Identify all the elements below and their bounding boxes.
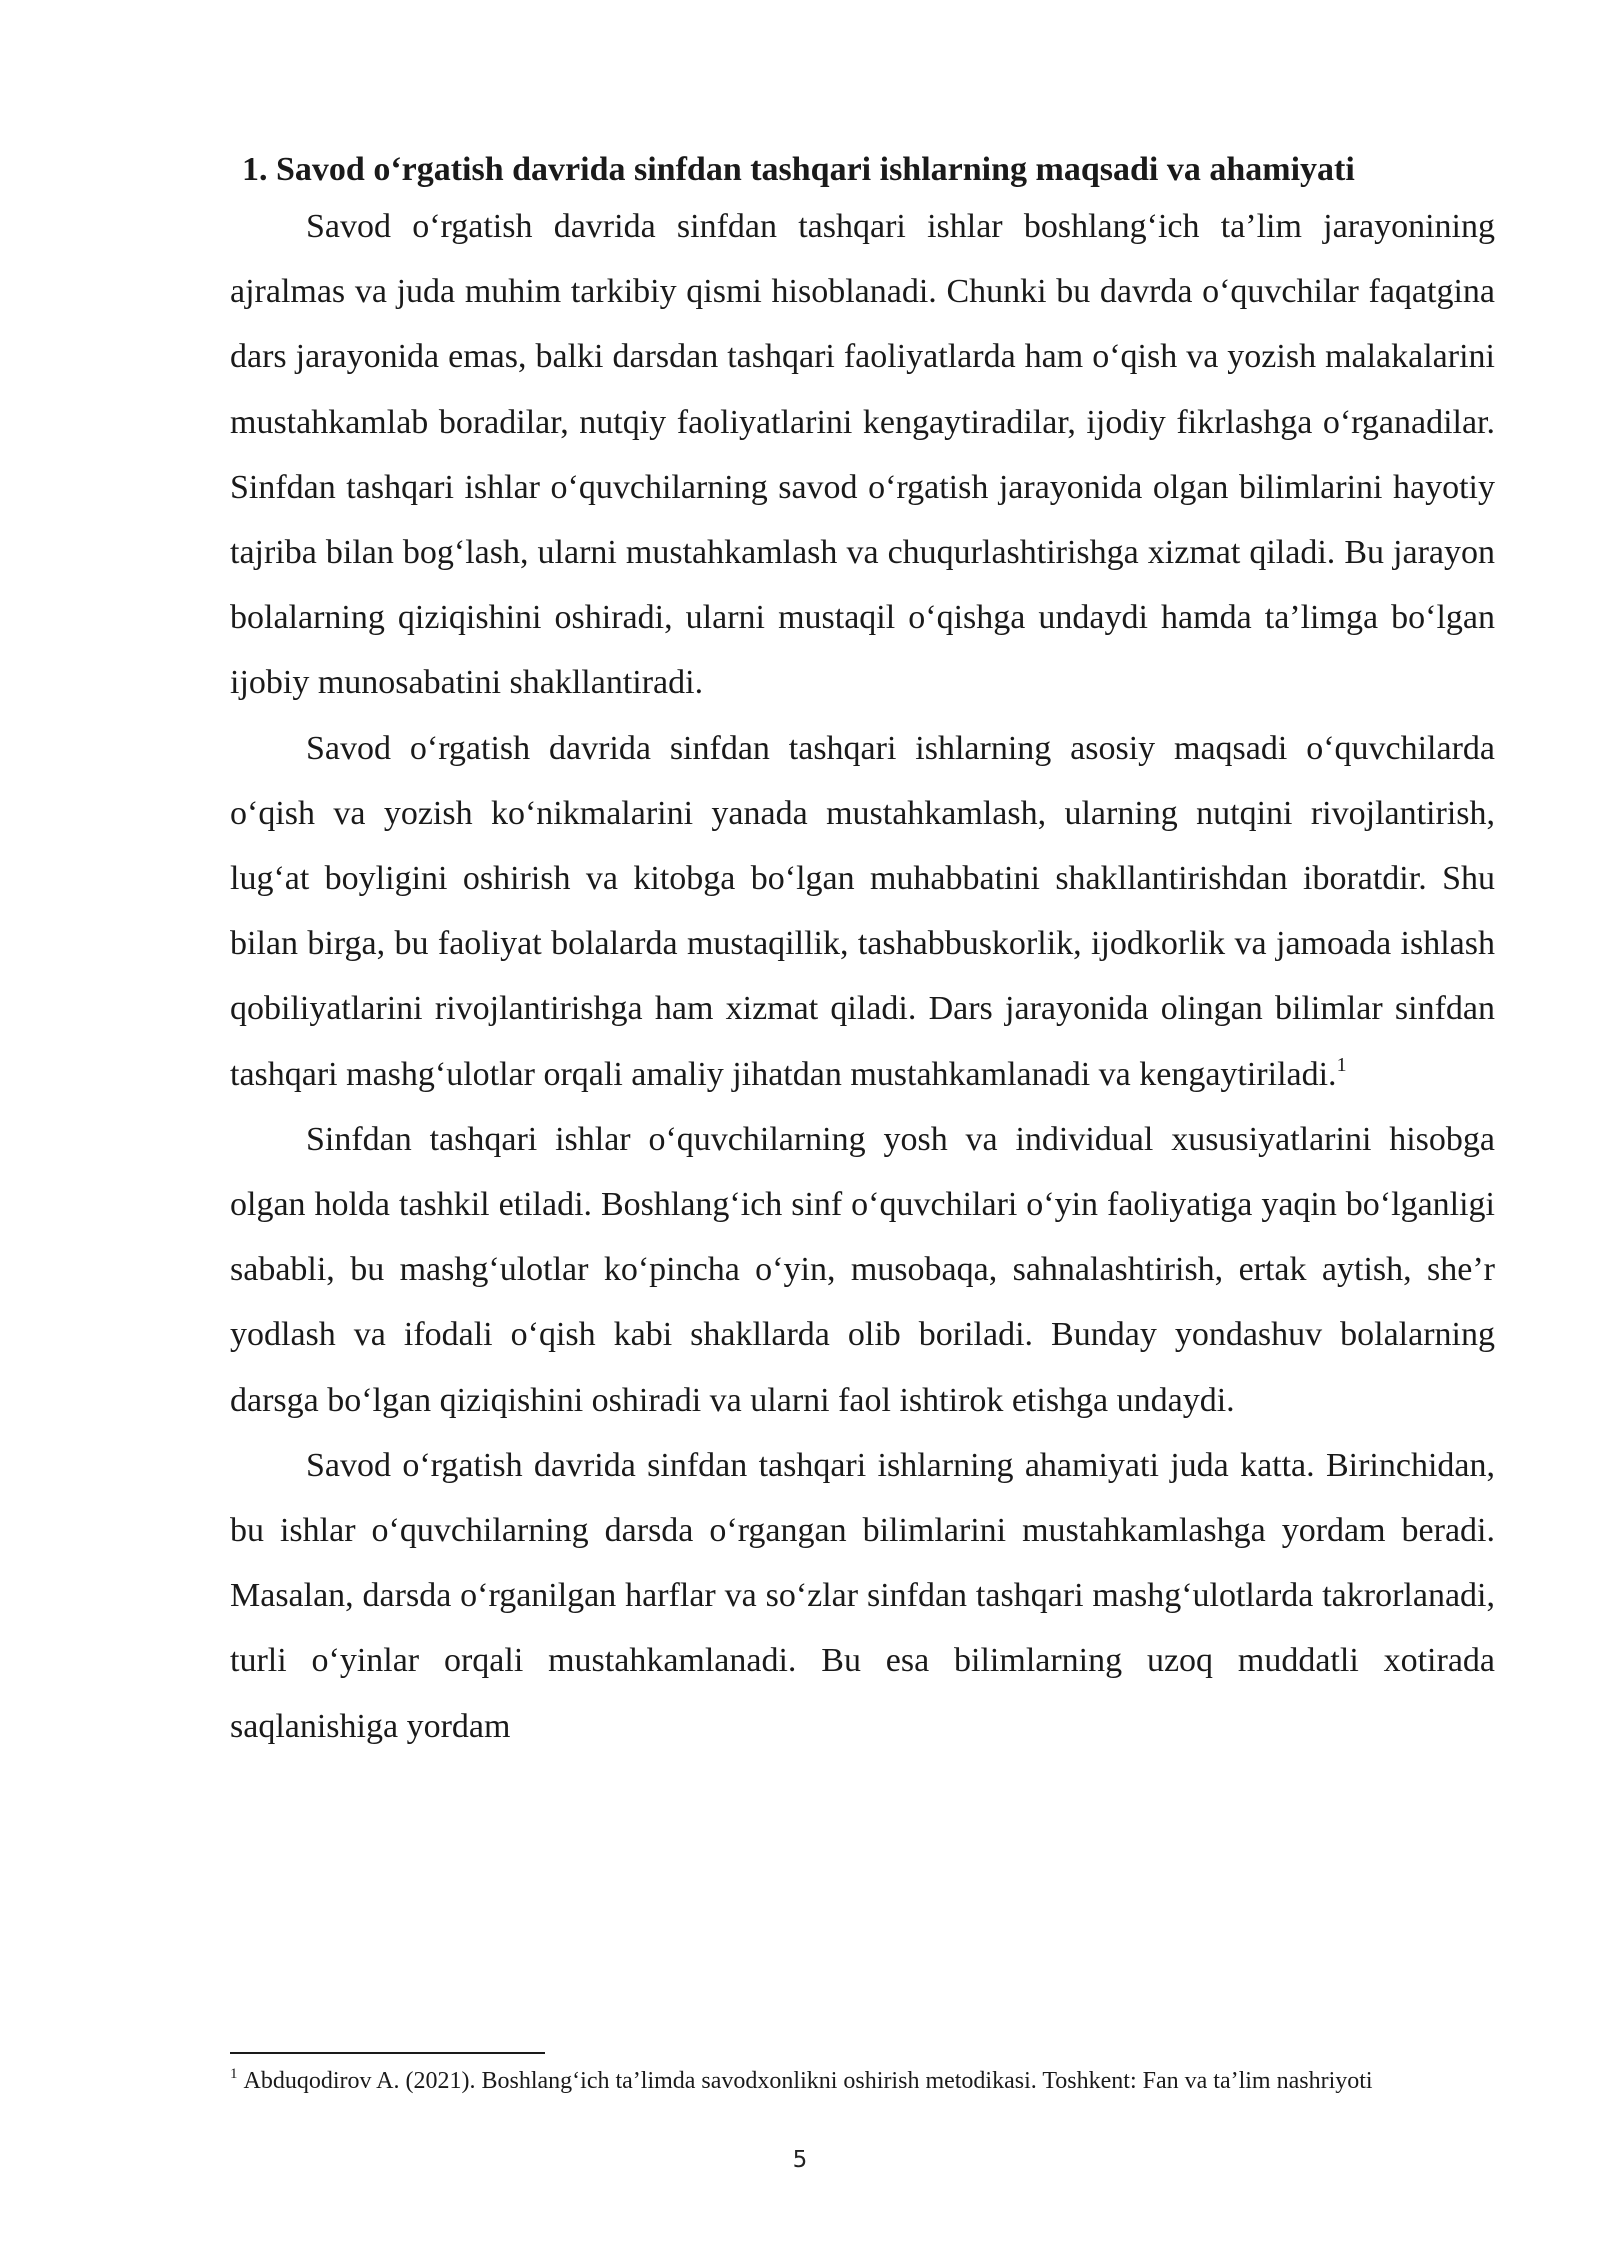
paragraph-1 — [230, 194, 1495, 716]
paragraph-4-text: Savod o‘rgatish davrida sinfdan tashqari ishlarning ahamiyati juda katta. Birinchidan, bu ishlar o‘quvchilarning darsda o‘rgangan bilimlarini mustahkamlashga yordam beradi. Masalan, darsda o‘rganilgan harflar va so‘zlar sinfdan tashqari mashg‘ulotlarda takrorlanadi, turli o‘yinlar orqali mustahkamlanadi. Bu esa bilimlarning uzoq muddatli xotirada saqlanishiga yordam — [230, 1446, 1495, 1745]
paragraph-2-text: Savod o‘rgatish davrida sinfdan tashqari ishlarning asosiy maqsadi o‘quvchilarda o‘qish va yozish ko‘nikmalarini yanada mustahkamlash, ularning nutqini rivojlantirish, lug‘at boyligini oshirish va kitobga bo‘lgan muhabbatini shakllantirishdan iboratdir. Shu bilan birga, bu faoliyat bolalarda mustaqillik, tashabbuskorlik, ijodkorlik va jamoada ishlash qobiliyatlarini rivojlantirishga ham xizmat qiladi. Dars jarayonida olingan bilimlar sinfdan tashqari mashg‘ulotlar orqali amaliy jihatdan mustahkamlanadi va kengaytiriladi. — [230, 729, 1495, 1093]
paragraph-2 — [230, 716, 1495, 1107]
paragraph-3 — [230, 1107, 1495, 1433]
page-number: 5 — [792, 2147, 808, 2173]
paragraph-1-text: Savod o‘rgatish davrida sinfdan tashqari ishlar boshlang‘ich ta’lim jarayonining ajralmas va juda muhim tarkibiy qismi hisoblanadi. Chunki bu davrda o‘quvchilar faqatgina dars jarayonida emas, balki darsdan tashqari faoliyatlarda ham o‘qish va yozish malakalarini mustahkamlab boradilar, nutqiy faoliyatlarini kengaytiradilar, ijodiy fikrlashga o‘rganadilar. Sinfdan tashqari ishlar o‘quvchilarning savod o‘rgatish jarayonida olgan bilimlarini hayotiy tajriba bilan bog‘lash, ularni mustahkamlash va chuqurlashtirishga xizmat qiladi. Bu jarayon bolalarning qiziqishini oshiradi, ularni mustaqil o‘qishga undaydi hamda ta’limga bo‘lgan ijobiy munosabatini shakllantiradi. — [230, 208, 1495, 702]
footnote-reference[interactable]: 1 — [1336, 1053, 1347, 1076]
footnote-separator — [230, 2052, 545, 2054]
footnote-marker: 1 — [230, 2066, 238, 2082]
section-heading: 1. Savod o‘rgatish davrida sinfdan tashqari ishlarning maqsadi va ahamiyati — [242, 151, 1355, 188]
page-body — [230, 150, 1495, 1759]
footnote — [230, 2066, 1495, 2096]
paragraph-4 — [230, 1433, 1495, 1759]
paragraph-3-text: Sinfdan tashqari ishlar o‘quvchilarning yosh va individual xususiyatlarini hisobga olgan holda tashkil etiladi. Boshlang‘ich sinf o‘quvchilari o‘yin faoliyatiga yaqin bo‘lganligi sababli, bu mashg‘ulotlar ko‘pincha o‘yin, musobaqa, sahnalashtirish, ertak aytish, she’r yodlash va ifodali o‘qish kabi shakllarda olib boriladi. Bunday yondashuv bolalarning darsga bo‘lgan qiziqishini oshiradi va ularni faol ishtirok etishga undaydi. — [230, 1120, 1495, 1419]
footnote-text: Abduqodirov A. (2021). Boshlang‘ich ta’limda savodxonlikni oshirish metodikasi. Toshkent: Fan va ta’lim nashriyoti — [243, 2068, 1373, 2094]
